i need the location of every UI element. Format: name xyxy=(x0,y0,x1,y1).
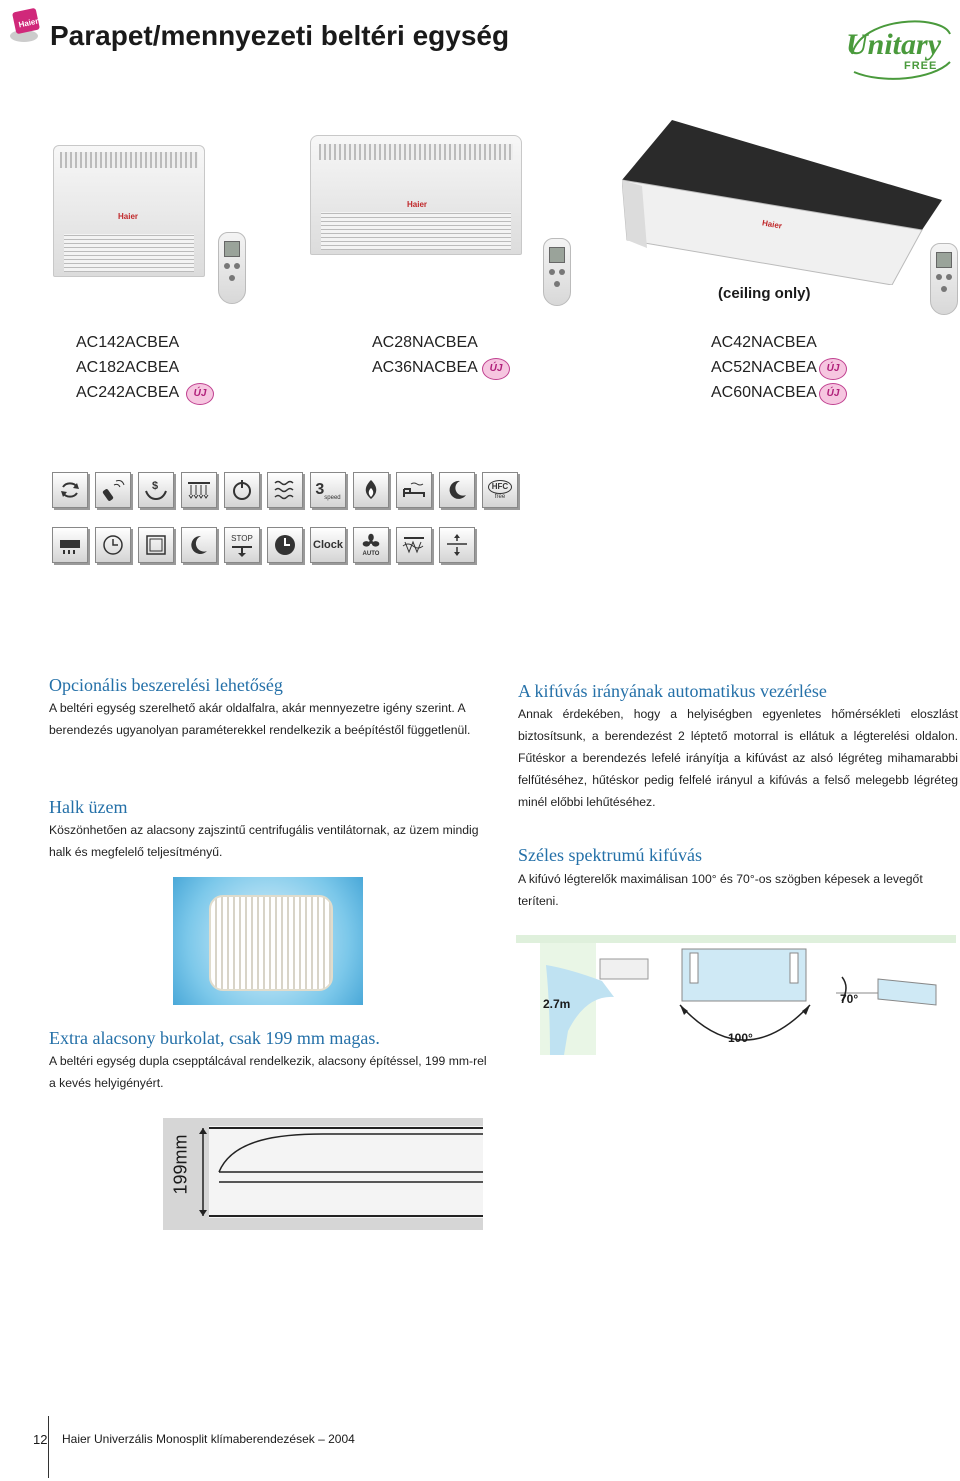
brand-name: Unitary xyxy=(846,28,942,61)
clock-label: Clock xyxy=(313,539,343,551)
remote-control-image xyxy=(930,243,958,315)
unitary-free-logo xyxy=(842,14,954,84)
hfc-label: HFC xyxy=(488,480,512,494)
new-badge: ÚJ xyxy=(819,383,847,405)
auto-restart-icon xyxy=(224,472,260,508)
installation-text: A beltéri egység szerelhető akár oldalfalra, akár mennyezetre igény szerint. A berendezés ugyanolyan paraméterekkel rendelkezik a beépítéstől függetlenül. xyxy=(49,701,471,737)
ceiling-only-note: (ceiling only) xyxy=(718,285,811,302)
cycle-icon xyxy=(52,472,88,508)
three-speed-fan-icon xyxy=(310,472,346,508)
remote-signal-icon xyxy=(95,472,131,508)
hfc-free-icon xyxy=(482,472,518,508)
footer-text: Haier Univerzális Monosplit klímaberendezések – 2004 xyxy=(62,1432,355,1446)
sleep-icon xyxy=(181,527,217,563)
fan-auto-icon xyxy=(353,527,389,563)
wide-spectrum-heading: Széles spektrumú kifúvás xyxy=(518,845,702,865)
wide-airflow-icon xyxy=(396,527,432,563)
drain-pump-icon xyxy=(52,527,88,563)
airflow-auto-text: Annak érdekében, hogy a helyiségben egyenletes hőmérsékleti eloszlást biztosítsunk, a berendezést 2 léptető motorral is ellátuk a légterelési oldalon. Fűtéskor a berendezés lefelé irányítja a kifúvást az alsó légréteg mihamarabbi felfűtéséhez, hűtéskor pedig felfelé irányul a kifúvás a felső melegebb légréteg minél előbbi lehűtéséhez. xyxy=(518,707,958,809)
installation-heading: Opcionális beszerelési lehetőség xyxy=(49,675,283,695)
airflow-auto-heading: A kifúvás irányának automatikus vezérlése xyxy=(518,681,827,701)
auto-label: AUTO xyxy=(362,550,380,557)
low-housing-text: A beltéri egység dupla csepptálcával rendelkezik, alacsony építéssel, 199 mm-rel a kevés helyigényért. xyxy=(49,1054,487,1090)
new-badge: ÚJ xyxy=(186,383,214,405)
stop-label: STOP xyxy=(231,533,253,543)
louver-airflow-icon xyxy=(181,472,217,508)
three-speed-sub: speed xyxy=(324,495,341,501)
quiet-heading: Halk üzem xyxy=(49,797,128,817)
model-name: AC36NACBEA xyxy=(372,359,478,376)
model-name: AC28NACBEA xyxy=(372,334,478,351)
model-name: AC42NACBEA xyxy=(711,334,817,351)
clock-icon xyxy=(310,527,346,563)
clock-dial-icon xyxy=(267,527,303,563)
low-housing-heading: Extra alacsony burkolat, csak 199 mm magas. xyxy=(49,1028,380,1048)
airflow-angle-diagram xyxy=(516,935,956,1055)
unit-brand-label: Haier xyxy=(407,200,428,209)
model-name: AC182ACBEA xyxy=(76,359,180,376)
model-name: AC242ACBEA xyxy=(76,384,180,401)
model-name: AC142ACBEA xyxy=(76,334,180,351)
hfc-sub: free xyxy=(494,493,506,500)
model-list-2 xyxy=(372,330,478,380)
vertical-airflow-icon xyxy=(439,527,475,563)
svg-text:$: $ xyxy=(152,480,159,492)
brand-sub: FREE xyxy=(904,60,938,72)
model-list-1 xyxy=(76,330,179,405)
ceiling-unit-image xyxy=(622,120,942,285)
angle-large-label: 100° xyxy=(728,1031,753,1045)
page-title: Parapet/mennyezeti beltéri egység xyxy=(50,20,510,51)
sleep-comfort-icon xyxy=(396,472,432,508)
wide-spectrum-text: A kifúvó légterelők maximálisan 100° és 70°-os szögben képesek a levegőt teríteni. xyxy=(518,872,923,908)
model-name: AC52NACBEA xyxy=(711,359,817,376)
height-label: 199mm xyxy=(170,1134,191,1195)
filter-icon xyxy=(138,527,174,563)
new-badge: ÚJ xyxy=(482,358,510,380)
remote-control-image xyxy=(543,238,571,306)
height-diagram xyxy=(163,1118,483,1230)
footer-divider xyxy=(48,1416,49,1478)
quiet-text: Köszönhetően az alacsony zajszintű centrifugális ventilátornak, az üzem mindig halk és megfelelő teljesítményű. xyxy=(49,823,479,859)
angle-small-label: 70° xyxy=(840,992,859,1006)
new-badge: ÚJ xyxy=(819,358,847,380)
haier-badge-text: Haier xyxy=(17,16,40,30)
distance-label: 2.7m xyxy=(543,997,571,1011)
heating-icon xyxy=(267,472,303,508)
model-name: AC60NACBEA xyxy=(711,384,817,401)
stop-swing-icon xyxy=(224,527,260,563)
floor-ceiling-unit-large-image xyxy=(310,135,522,255)
night-moon-icon xyxy=(439,472,475,508)
haier-badge-icon xyxy=(8,8,44,44)
model-list-3 xyxy=(711,330,817,405)
unit-brand-label: Haier xyxy=(761,218,783,231)
energy-saving-icon xyxy=(138,472,174,508)
page-number: 12 xyxy=(33,1432,48,1447)
unit-brand-label: Haier xyxy=(118,212,139,221)
floor-ceiling-unit-image xyxy=(53,145,205,277)
timer-icon xyxy=(95,527,131,563)
centrifugal-fan-image xyxy=(173,877,363,1005)
fire-icon xyxy=(353,472,389,508)
remote-control-image xyxy=(218,232,246,304)
three-speed-label: 3 xyxy=(315,481,325,498)
